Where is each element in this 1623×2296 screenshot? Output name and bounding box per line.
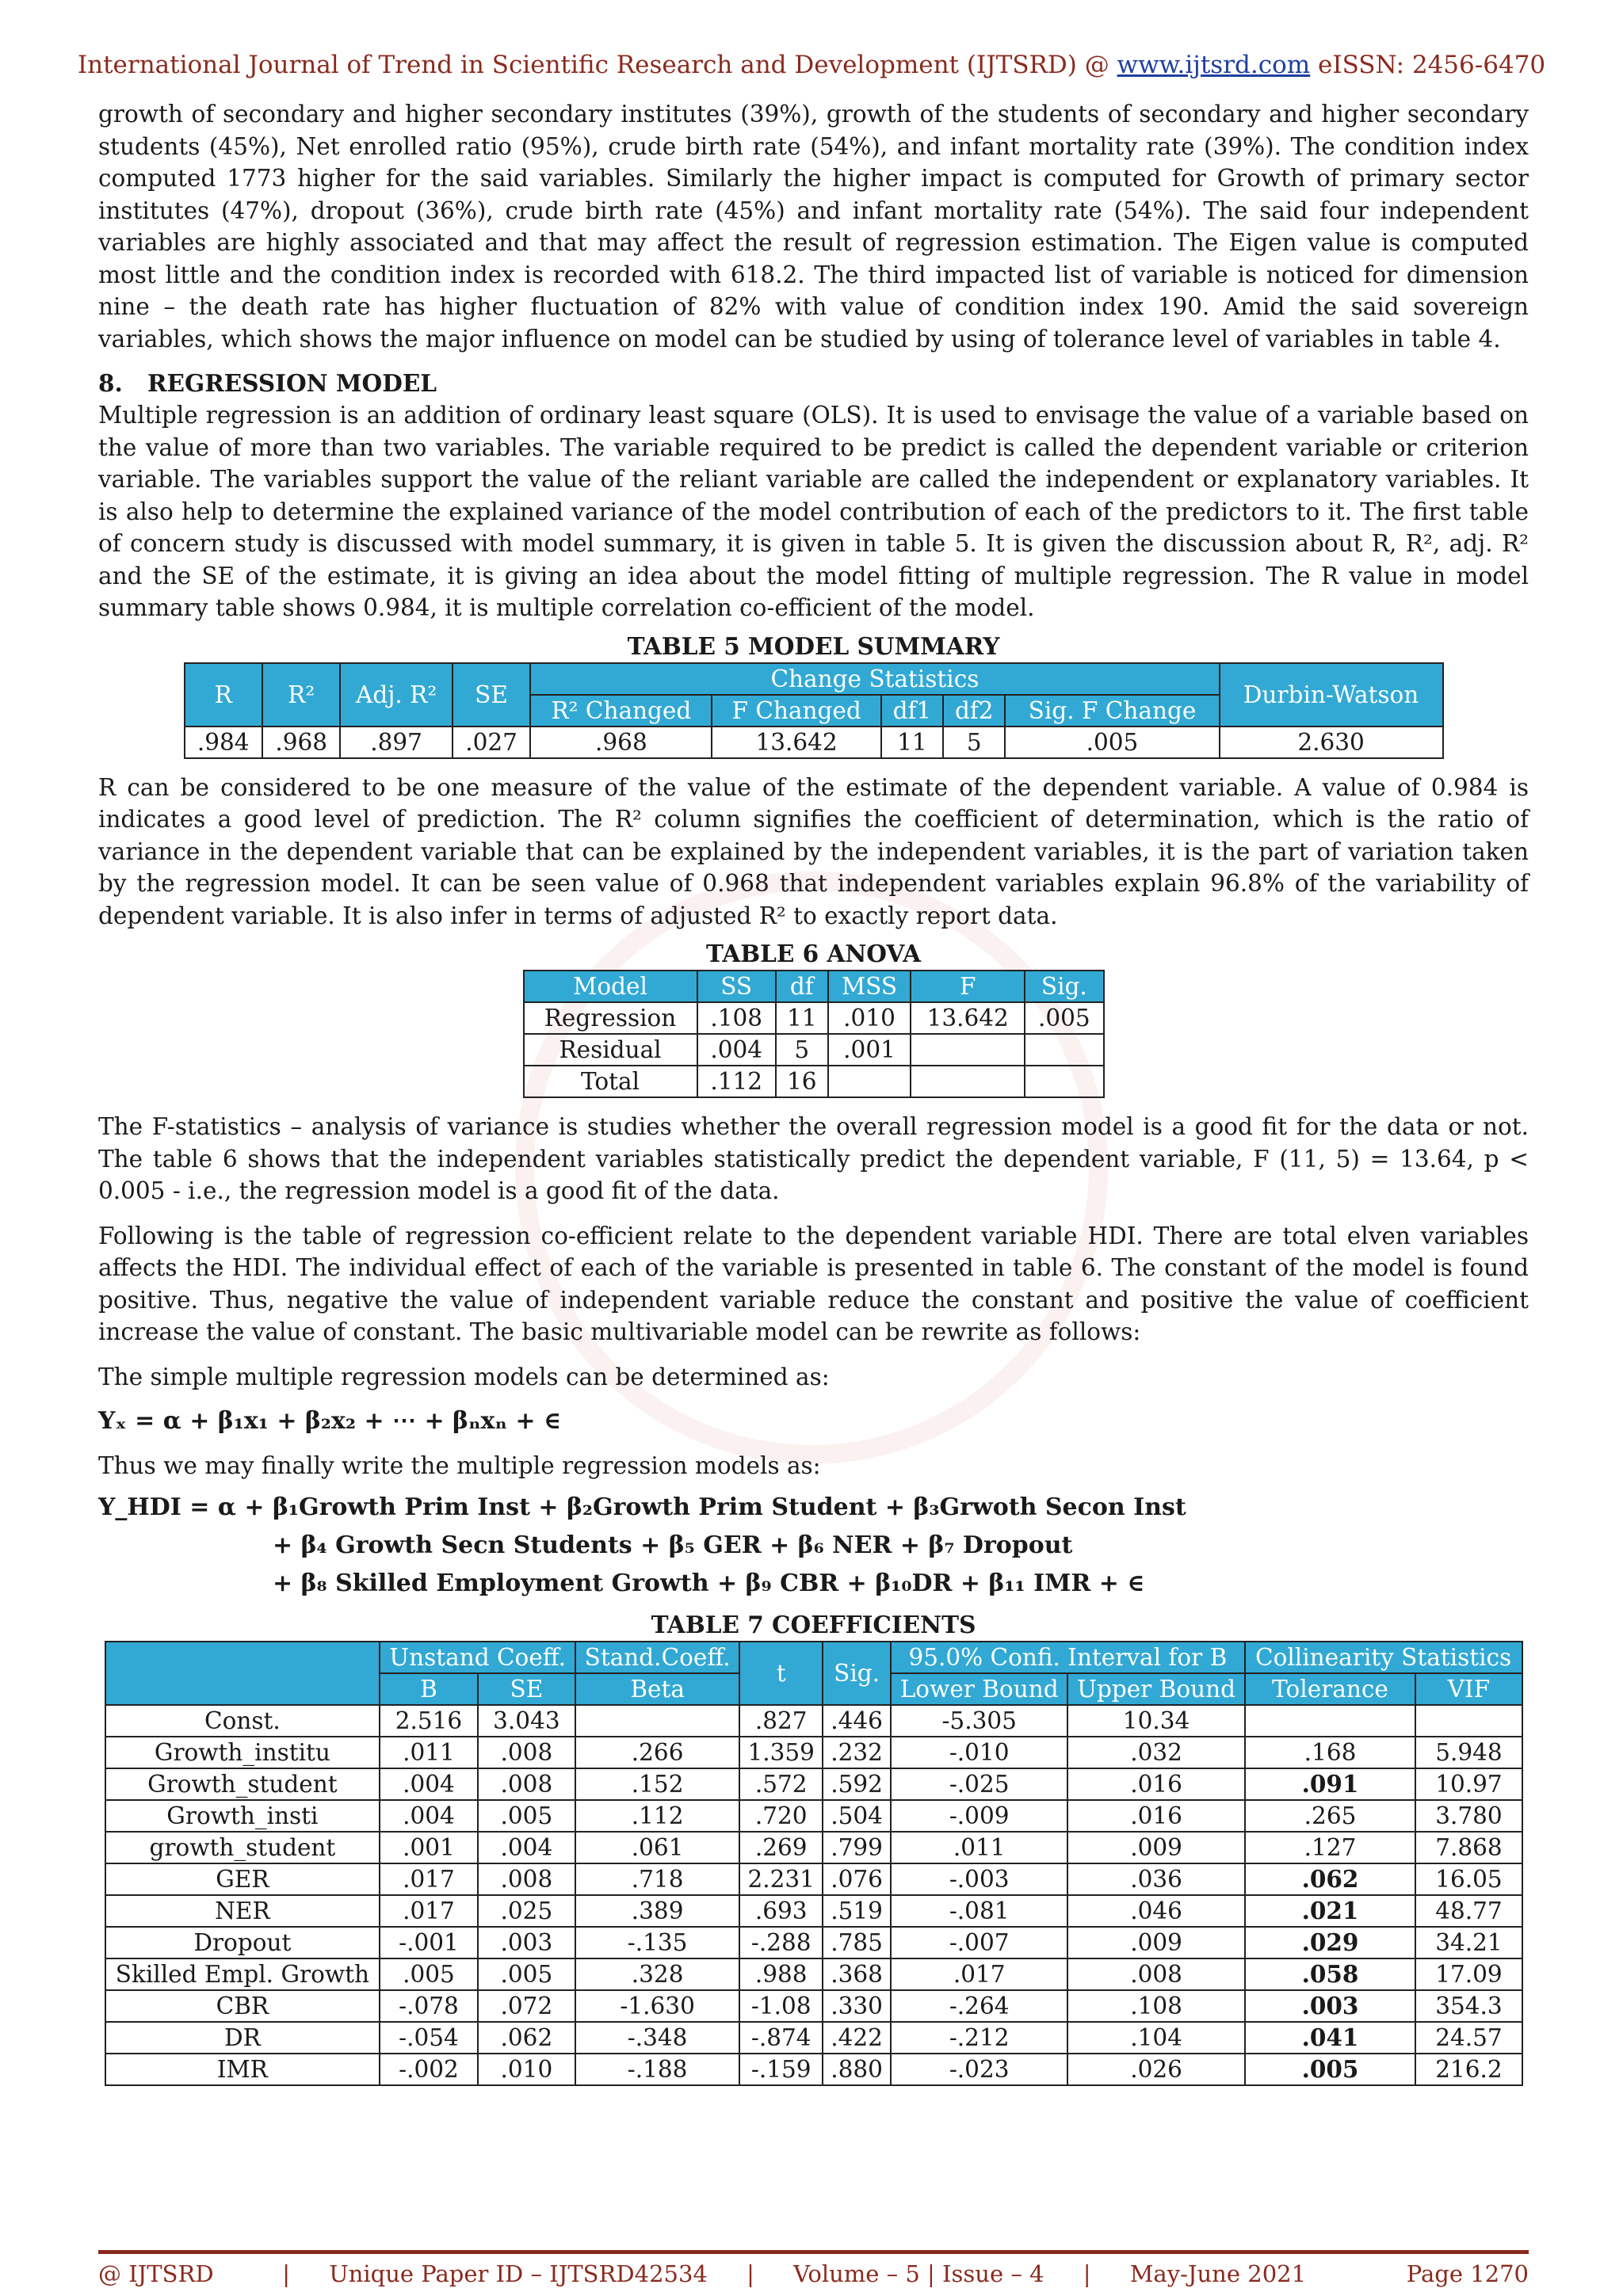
table-cell: .062 xyxy=(478,2022,575,2054)
table-cell: -5.305 xyxy=(891,1705,1067,1737)
col-header: Tolerance xyxy=(1245,1673,1416,1705)
table-cell: .988 xyxy=(739,1958,823,1990)
table-cell: .519 xyxy=(823,1895,891,1927)
variable-name-cell: growth_student xyxy=(105,1832,380,1863)
table-cell xyxy=(911,1034,1025,1066)
col-header: Beta xyxy=(575,1673,739,1705)
table-cell: -.159 xyxy=(739,2054,823,2085)
paragraph-simple-model: The simple multiple regression models can be determined as: xyxy=(98,1363,830,1390)
coefficients-table xyxy=(105,1641,1523,2086)
table-cell: .011 xyxy=(891,1832,1067,1863)
page-content xyxy=(98,98,1529,2086)
col-header: B xyxy=(380,1673,477,1705)
table-cell: .072 xyxy=(478,1990,575,2022)
table-cell: 3.780 xyxy=(1415,1800,1522,1832)
table-cell: .265 xyxy=(1245,1800,1416,1832)
col-header: SE xyxy=(478,1673,575,1705)
table-cell: .008 xyxy=(1067,1958,1244,1990)
table-cell: .004 xyxy=(380,1768,477,1800)
table-cell: -.874 xyxy=(739,2022,823,2054)
table-cell: .005 xyxy=(1025,1002,1103,1034)
col-header: SS xyxy=(697,971,776,1002)
table-cell: -.288 xyxy=(739,1927,823,1958)
table-cell: .112 xyxy=(575,1800,739,1832)
table-cell: 5 xyxy=(776,1034,828,1066)
table-cell: .004 xyxy=(478,1832,575,1863)
paragraph-r-interpretation: R can be considered to be one measure of the value of the estimate of the dependent variable. A value of 0.984 is indicates a good level of prediction. The R² column signifies the coefficient of determination, which is the ratio of variance in the dependent variable that can be explained by the independent variables, it is the part of variation taken by the regression model. It can be seen value of 0.968 that independent variables explain 96.8% of the variability of dependent variable. It is also infer in terms of adjusted R² to exactly report data. xyxy=(98,773,1529,929)
table-cell: .017 xyxy=(380,1895,477,1927)
journal-website-link[interactable]: www.ijtsrd.com xyxy=(1117,51,1311,79)
table-cell: .880 xyxy=(823,2054,891,2085)
variable-name-cell: Dropout xyxy=(105,1927,380,1958)
table-row xyxy=(524,1066,1104,1097)
model-summary-table xyxy=(184,662,1444,759)
table-cell: .592 xyxy=(823,1768,891,1800)
table-cell: .446 xyxy=(823,1705,891,1737)
table7-caption: TABLE 7 COEFFICIENTS xyxy=(651,1610,976,1638)
col-header: Sig. F Change xyxy=(1005,695,1219,727)
table-cell: .127 xyxy=(1245,1832,1416,1863)
table-cell: -.135 xyxy=(575,1927,739,1958)
table-cell: .897 xyxy=(340,727,452,758)
table-cell: 216.2 xyxy=(1415,2054,1522,2085)
table-cell: 354.3 xyxy=(1415,1990,1522,2022)
paragraph-intro: growth of secondary and higher secondary institutes (39%), growth of the students of secondary and higher secondary students (45%), Net enrolled ratio (95%), crude birth rate (54%), and infant mortality rate (39%). The condition index computed 1773 higher for the said variables. Similarly the higher impact is computed for Growth of primary sector institutes (47%), dropout (36%), crude birth rate (45%) and infant mortality rate (54%). The said four independent variables are highly associated and that may affect the result of regression estimation. The Eigen value is computed most little and the condition index is recorded with 618.2. The third impacted list of variable is noticed for dimension nine – the death rate has higher fluctuation of 82% with value of condition index 190. Amid the said sovereign variables, which shows the major influence on model can be studied by using of tolerance level of variables in table 4. xyxy=(98,101,1529,353)
section-number: 8. xyxy=(98,369,123,397)
table-row xyxy=(105,1737,1522,1768)
table-row xyxy=(105,1958,1522,1990)
table-cell: .041 xyxy=(1245,2022,1416,2054)
table-cell: .046 xyxy=(1067,1895,1244,1927)
table-row xyxy=(105,1768,1522,1800)
table-cell: .389 xyxy=(575,1895,739,1927)
col-header: Lower Bound xyxy=(891,1673,1067,1705)
table-cell xyxy=(1415,1705,1522,1737)
table-cell: .032 xyxy=(1067,1737,1244,1768)
table-cell xyxy=(575,1705,739,1737)
table-cell: .010 xyxy=(478,2054,575,2085)
table-cell: 2.516 xyxy=(380,1705,477,1737)
table-cell: -.003 xyxy=(891,1863,1067,1895)
table-cell: Total xyxy=(524,1066,697,1097)
table-cell: .010 xyxy=(828,1002,911,1034)
table-cell: .004 xyxy=(380,1800,477,1832)
table-cell: .368 xyxy=(823,1958,891,1990)
table-cell: -.078 xyxy=(380,1990,477,2022)
col-header: df xyxy=(776,971,828,1002)
page-footer xyxy=(98,2260,1529,2287)
table-row xyxy=(105,2022,1522,2054)
table-cell: .003 xyxy=(478,1927,575,1958)
footer-volume: Volume – 5 | Issue – 4 xyxy=(793,2260,1044,2287)
table-cell: .003 xyxy=(1245,1990,1416,2022)
table-cell: -1.630 xyxy=(575,1990,739,2022)
col-group-header: Collinearity Statistics xyxy=(1245,1642,1522,1673)
table-cell: .025 xyxy=(478,1895,575,1927)
table-cell: .017 xyxy=(380,1863,477,1895)
table-cell: 34.21 xyxy=(1415,1927,1522,1958)
table-cell: 10.97 xyxy=(1415,1768,1522,1800)
footer-center xyxy=(214,2260,1407,2287)
table-row xyxy=(105,1990,1522,2022)
table-cell: 11 xyxy=(776,1002,828,1034)
table-cell: -.010 xyxy=(891,1737,1067,1768)
table-cell: -.264 xyxy=(891,1990,1067,2022)
col-header: R² Changed xyxy=(530,695,712,727)
col-header: df2 xyxy=(943,695,1005,727)
table-cell: -.188 xyxy=(575,2054,739,2085)
variable-name-cell: DR xyxy=(105,2022,380,2054)
table-cell: -.001 xyxy=(380,1927,477,1958)
col-header: R² xyxy=(262,663,340,727)
footer-separator: | xyxy=(282,2260,291,2287)
col-group-header: Unstand Coeff. xyxy=(380,1642,575,1673)
table-cell: -.007 xyxy=(891,1927,1067,1958)
table-cell: .968 xyxy=(530,727,712,758)
table-cell: .029 xyxy=(1245,1927,1416,1958)
table-row xyxy=(105,1863,1522,1895)
table-cell xyxy=(911,1066,1025,1097)
table-cell: Regression xyxy=(524,1002,697,1034)
table-row xyxy=(105,1705,1522,1737)
variable-name-cell: Growth_insti xyxy=(105,1800,380,1832)
table-cell: .104 xyxy=(1067,2022,1244,2054)
variable-name-cell: CBR xyxy=(105,1990,380,2022)
table-cell: 3.043 xyxy=(478,1705,575,1737)
table-cell: 1.359 xyxy=(739,1737,823,1768)
table-cell: .017 xyxy=(891,1958,1067,1990)
table-cell: .572 xyxy=(739,1768,823,1800)
variable-name-cell: NER xyxy=(105,1895,380,1927)
table-row xyxy=(105,1800,1522,1832)
table-cell: 11 xyxy=(881,727,943,758)
col-header: Stand.Coeff. xyxy=(575,1642,739,1673)
table-cell: .152 xyxy=(575,1768,739,1800)
table-cell: .061 xyxy=(575,1832,739,1863)
table-cell: .827 xyxy=(739,1705,823,1737)
table-cell: -1.08 xyxy=(739,1990,823,2022)
table-cell: 5.948 xyxy=(1415,1737,1522,1768)
table-cell: .269 xyxy=(739,1832,823,1863)
table-cell: .005 xyxy=(478,1800,575,1832)
section-heading xyxy=(98,368,1529,399)
table-cell: .108 xyxy=(697,1002,776,1034)
col-header: MSS xyxy=(828,971,911,1002)
table-cell: .058 xyxy=(1245,1958,1416,1990)
table-cell: 13.642 xyxy=(712,727,880,758)
table-cell: .036 xyxy=(1067,1863,1244,1895)
table-cell: .785 xyxy=(823,1927,891,1958)
table-row xyxy=(105,2054,1522,2085)
table-cell: .076 xyxy=(823,1863,891,1895)
table-cell: .001 xyxy=(828,1034,911,1066)
table-cell: .108 xyxy=(1067,1990,1244,2022)
col-header: Sig. xyxy=(823,1642,891,1705)
table-cell: .008 xyxy=(478,1737,575,1768)
table-cell: .328 xyxy=(575,1958,739,1990)
footer-rule xyxy=(98,2250,1529,2254)
table-cell: 24.57 xyxy=(1415,2022,1522,2054)
table-cell: .009 xyxy=(1067,1832,1244,1863)
paragraph-regression-model: Multiple regression is an addition of ordinary least square (OLS). It is used to envisage the value of a variable based on the value of more than two variables. The variable required to be predict is called the dependent variable or criterion variable. The variables support the value of the reliant variable are called the independent or explanatory variables. It is also help to determine the explained variance of the model contribution of each of the predictors to it. The first table of concern study is discussed with model summary, it is given in table 5. It is given the discussion about R, R², adj. R² and the SE of the estimate, it is giving an idea about the model fitting of multiple regression. The R value in model summary table shows 0.984, it is multiple correlation co-efficient of the model. xyxy=(98,402,1529,621)
variable-name-cell: GER xyxy=(105,1863,380,1895)
journal-issn: eISSN: 2456-6470 xyxy=(1310,51,1546,79)
table-cell xyxy=(1245,1705,1416,1737)
table-cell: .693 xyxy=(739,1895,823,1927)
table-cell: .009 xyxy=(1067,1927,1244,1958)
table-row xyxy=(185,727,1443,758)
table-cell: -.081 xyxy=(891,1895,1067,1927)
col-header: Model xyxy=(524,971,697,1002)
table-cell: .011 xyxy=(380,1737,477,1768)
table-row xyxy=(105,1895,1522,1927)
footer-paper-id: Unique Paper ID – IJTSRD42534 xyxy=(329,2260,708,2287)
table-cell: .720 xyxy=(739,1800,823,1832)
footer-separator: | xyxy=(1083,2260,1091,2287)
variable-name-cell: Growth_institu xyxy=(105,1737,380,1768)
table-cell: 7.868 xyxy=(1415,1832,1522,1863)
table-cell: .005 xyxy=(1005,727,1219,758)
table-cell: 13.642 xyxy=(911,1002,1025,1034)
equation-hdi-line3: + β₈ Skilled Employment Growth + β₉ CBR + β₁₀DR + β₁₁ IMR + ∈ xyxy=(273,1569,1145,1597)
table-cell: -.212 xyxy=(891,2022,1067,2054)
table-cell: 2.630 xyxy=(1220,727,1443,758)
table-row xyxy=(105,1927,1522,1958)
table-cell: .008 xyxy=(478,1863,575,1895)
equation-hdi-line1: Y_HDI = α + β₁Growth Prim Inst + β₂Growth Prim Student + β₃Grwoth Secon Inst xyxy=(98,1493,1186,1521)
col-header: Adj. R² xyxy=(340,663,452,727)
table-cell: .330 xyxy=(823,1990,891,2022)
paragraph-f-statistics: The F-statistics – analysis of variance is studies whether the overall regression model is a good fit for the data or not. The table 6 shows that the independent variables statistically predict the dependent variable, F (11, 5) = 13.64, p < 0.005 - i.e., the regression model is a good fit of the data. xyxy=(98,1113,1529,1204)
table-cell: 17.09 xyxy=(1415,1958,1522,1990)
table-cell: .062 xyxy=(1245,1863,1416,1895)
table-cell: 48.77 xyxy=(1415,1895,1522,1927)
col-header: R xyxy=(185,663,262,727)
table-cell: .005 xyxy=(380,1958,477,1990)
table-cell: -.023 xyxy=(891,2054,1067,2085)
equation-simple: Yₓ = α + β₁x₁ + β₂x₂ + ⋯ + βₙxₙ + ∈ xyxy=(98,1407,562,1435)
table-cell: .112 xyxy=(697,1066,776,1097)
table-cell: 2.231 xyxy=(739,1863,823,1895)
table-cell: .968 xyxy=(262,727,340,758)
col-header-empty xyxy=(105,1642,380,1705)
table-row xyxy=(524,1002,1104,1034)
table-cell xyxy=(828,1066,911,1097)
col-header: df1 xyxy=(881,695,943,727)
table-cell: .016 xyxy=(1067,1768,1244,1800)
table-cell: .001 xyxy=(380,1832,477,1863)
footer-separator: | xyxy=(747,2260,754,2287)
running-header xyxy=(0,51,1623,79)
col-group-header: 95.0% Confi. Interval for B xyxy=(891,1642,1245,1673)
table-cell: .984 xyxy=(185,727,262,758)
variable-name-cell: Growth_student xyxy=(105,1768,380,1800)
col-header: Durbin-Watson xyxy=(1220,663,1443,727)
table-cell: -.009 xyxy=(891,1800,1067,1832)
table-cell: Residual xyxy=(524,1034,697,1066)
footer-journal: @ IJTSRD xyxy=(98,2260,214,2287)
col-header: F Changed xyxy=(712,695,880,727)
table-row xyxy=(105,1832,1522,1863)
section-title: REGRESSION MODEL xyxy=(147,369,437,397)
table-cell: -.002 xyxy=(380,2054,477,2085)
col-header: t xyxy=(739,1642,823,1705)
col-header: F xyxy=(911,971,1025,1002)
col-header: SE xyxy=(453,663,530,727)
table-cell: .232 xyxy=(823,1737,891,1768)
col-group-header: Change Statistics xyxy=(530,663,1219,695)
table-cell: .091 xyxy=(1245,1768,1416,1800)
table-cell: .016 xyxy=(1067,1800,1244,1832)
table-cell: .008 xyxy=(478,1768,575,1800)
paragraph-coefficients: Following is the table of regression co-efficient relate to the dependent variable HDI. There are total elven variables affects the HDI. The individual effect of each of the variable is presented in table 6. The constant of the model is found positive. Thus, negative the value of independent variable reduce the constant and positive the value of coefficient increase the value of constant. The basic multivariable model can be rewrite as follows: xyxy=(98,1222,1529,1345)
variable-name-cell: IMR xyxy=(105,2054,380,2085)
table-cell: 16.05 xyxy=(1415,1863,1522,1895)
table-cell: .004 xyxy=(697,1034,776,1066)
table-cell: 10.34 xyxy=(1067,1705,1244,1737)
table-cell: -.348 xyxy=(575,2022,739,2054)
table-cell: .027 xyxy=(453,727,530,758)
paragraph-final-model: Thus we may finally write the multiple regression models as: xyxy=(98,1452,821,1479)
table-cell: .021 xyxy=(1245,1895,1416,1927)
footer-page-number: Page 1270 xyxy=(1406,2260,1529,2287)
table-cell: 5 xyxy=(943,727,1005,758)
table-cell: 16 xyxy=(776,1066,828,1097)
col-header: Sig. xyxy=(1025,971,1103,1002)
table-row xyxy=(524,1034,1104,1066)
table-cell: .718 xyxy=(575,1863,739,1895)
table-cell: .422 xyxy=(823,2022,891,2054)
table-cell: .504 xyxy=(823,1800,891,1832)
table-cell: -.025 xyxy=(891,1768,1067,1800)
table-cell: .168 xyxy=(1245,1737,1416,1768)
table-cell: .799 xyxy=(823,1832,891,1863)
table-cell: .026 xyxy=(1067,2054,1244,2085)
journal-name: International Journal of Trend in Scientific Research and Development (IJTSRD) @ xyxy=(77,51,1117,79)
footer-date: May-June 2021 xyxy=(1129,2260,1307,2287)
table-cell: .005 xyxy=(1245,2054,1416,2085)
anova-table xyxy=(523,970,1105,1098)
table-cell: .266 xyxy=(575,1737,739,1768)
variable-name-cell: Const. xyxy=(105,1705,380,1737)
table-cell xyxy=(1025,1066,1103,1097)
col-header: Upper Bound xyxy=(1067,1673,1244,1705)
table-cell xyxy=(1025,1034,1103,1066)
table-cell: -.054 xyxy=(380,2022,477,2054)
table6-caption: TABLE 6 ANOVA xyxy=(706,940,921,967)
table5-caption: TABLE 5 MODEL SUMMARY xyxy=(627,631,1000,660)
table-cell: .005 xyxy=(478,1958,575,1990)
equation-hdi-line2: + β₄ Growth Secn Students + β₅ GER + β₆ NER + β₇ Dropout xyxy=(273,1531,1073,1559)
col-header: VIF xyxy=(1415,1673,1522,1705)
variable-name-cell: Skilled Empl. Growth xyxy=(105,1958,380,1990)
